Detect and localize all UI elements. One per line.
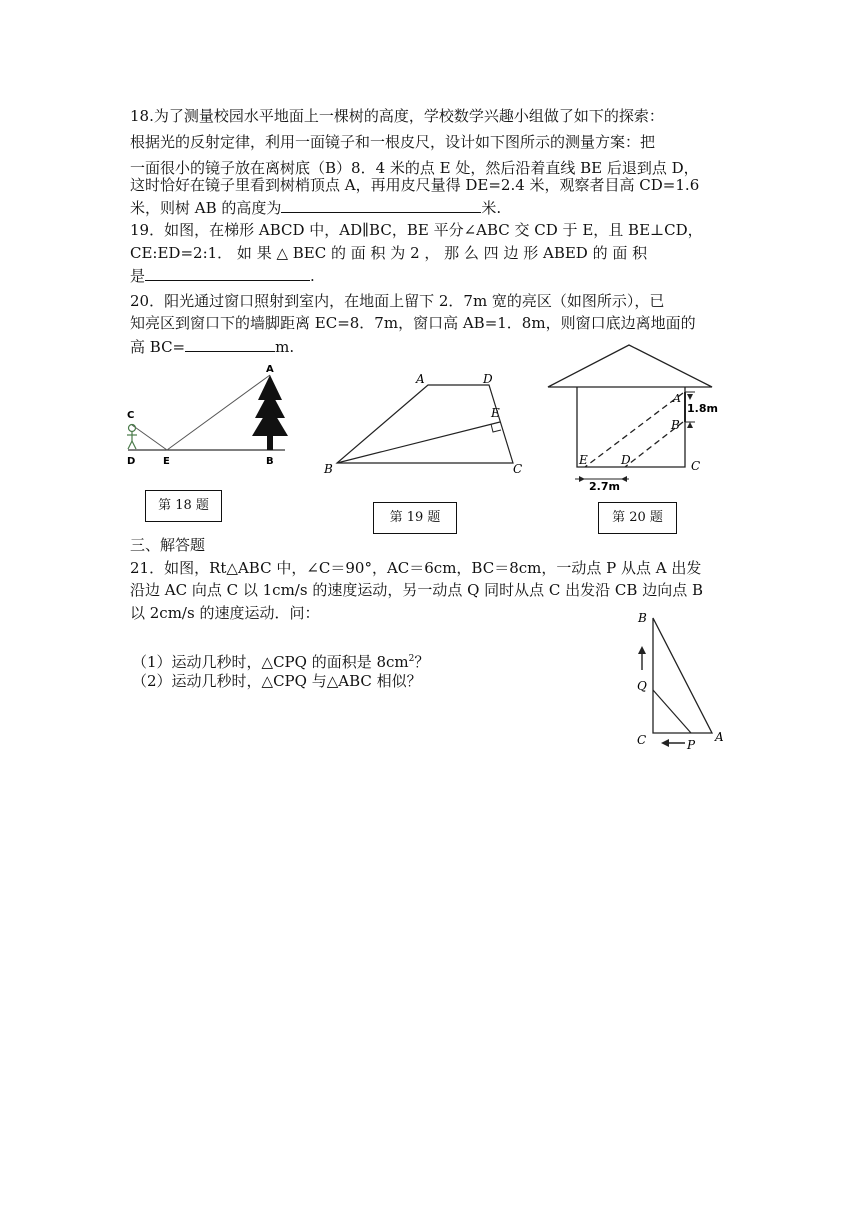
q21-sub1-sup: 2 xyxy=(408,654,415,664)
fig19-label-c: C xyxy=(513,462,523,476)
fig20-caption: 第 20 题 xyxy=(598,502,677,534)
q19-line-3 xyxy=(130,264,315,287)
fig18-label-e: E xyxy=(163,456,170,467)
fig19-label-d: D xyxy=(483,372,493,386)
fig20-label-c: C xyxy=(691,459,701,473)
fig19-label-a: A xyxy=(416,372,425,386)
q20-line-1: 20．阳光通过窗口照射到室内，在地面上留下 2．7m 宽的亮区（如图所示），已 xyxy=(130,292,665,310)
fig20-label-e: E xyxy=(579,453,588,467)
q20-line3-prefix: 高 BC= xyxy=(130,338,186,356)
figure-19 xyxy=(320,370,530,480)
q18-last-prefix: 米，则树 AB 的高度为 xyxy=(130,199,282,217)
fig18-label-d: D xyxy=(127,456,136,467)
triangle-abc xyxy=(653,618,712,733)
tree-icon xyxy=(252,375,288,450)
fig19-label-e: E xyxy=(491,406,500,420)
figure-21 xyxy=(630,608,730,753)
fig19-caption: 第 19 题 xyxy=(373,502,457,534)
q21-sub-2: （2）运动几秒时，△CPQ 与△ABC 相似？ xyxy=(132,672,422,690)
fig18-caption: 第 18 题 xyxy=(145,490,222,522)
q20-line-2: 知亮区到窗口下的墙脚距离 EC=8．7m，窗口高 AB=1．8m，则窗口底边离地面的 xyxy=(130,314,696,332)
house-roof xyxy=(548,345,712,387)
q21-sub1-prefix: （1）运动几秒时，△CPQ 的面积是 8cm xyxy=(132,653,409,671)
fig21-label-q: Q xyxy=(637,679,647,693)
q21-line-3: 以 2cm/s 的速度运动．问： xyxy=(130,604,320,622)
fig18-label-a: A xyxy=(266,364,274,375)
fig20-label-b: B xyxy=(671,418,680,432)
q18-last-suffix: 米. xyxy=(481,199,502,217)
q19-answer-blank xyxy=(145,264,310,281)
q18-line-5 xyxy=(130,196,501,219)
q21-sub1-suffix: ？ xyxy=(414,653,430,671)
figure-18 xyxy=(120,360,300,470)
width-arrow-right-icon xyxy=(579,476,585,482)
q18-line-2: 根据光的反射定律，利用一面镜子和一根皮尺，设计如下图所示的测量方案：把 xyxy=(130,133,656,151)
figure-20 xyxy=(545,340,720,500)
q18-line-3: 一面很小的镜子放在离树底（B）8．4 米的点 E 处，然后沿着直线 BE 后退到点 D， xyxy=(130,159,699,177)
fig18-label-c: C xyxy=(127,410,135,421)
q19-line-1: 19．如图，在梯形 ABCD 中，AD∥BC，BE 平分∠ABC 交 CD 于 E，且 BE⊥CD， xyxy=(130,221,703,239)
q21-line-2: 沿边 AC 向点 C 以 1cm/s 的速度运动，另一动点 Q 同时从点 C 出发沿 CB 边向点 B xyxy=(130,581,703,599)
fig20-label-a: A xyxy=(673,392,681,405)
arrow-left-icon xyxy=(661,739,669,747)
fig20-width-label: 2.7m xyxy=(589,480,620,493)
fig21-label-p: P xyxy=(687,738,696,752)
q20-line3-suffix: m. xyxy=(275,338,295,356)
fig21-label-a: A xyxy=(715,730,724,744)
fig18-label-b: B xyxy=(266,456,274,467)
right-angle-mark xyxy=(491,424,501,432)
section-title: 三、解答题 xyxy=(130,536,206,554)
fig20-label-d: D xyxy=(621,453,631,467)
trapezoid-abcd xyxy=(337,385,513,463)
q20-answer-blank xyxy=(185,335,275,352)
fig21-label-c: C xyxy=(637,733,647,747)
observer-icon xyxy=(127,425,137,450)
fig21-label-b: B xyxy=(638,611,647,625)
q19-line-2: CE:ED=2:1． 如 果 △ BEC 的 面 积 为 2 ， 那 么 四 边 形 ABED 的 面 积 xyxy=(130,244,648,262)
fig19-label-b: B xyxy=(324,462,333,476)
segment-qp xyxy=(653,690,691,733)
q18-line-1: 18.为了测量校园水平地面上一棵树的高度，学校数学兴趣小组做了如下的探索： xyxy=(130,107,664,125)
fig20-height-label: 1.8m xyxy=(687,402,718,415)
reflection-line-ea xyxy=(167,375,270,450)
q18-answer-blank xyxy=(281,196,481,213)
q20-line-3 xyxy=(130,335,294,358)
light-ray-ae xyxy=(585,393,683,467)
q19-line3-prefix: 是 xyxy=(130,267,146,285)
q21-line-1: 21．如图，Rt△ABC 中，∠C＝90°，AC＝6cm，BC＝8cm，一动点 P 从点 A 出发 xyxy=(130,559,702,577)
sight-line-ce xyxy=(132,425,167,450)
width-arrow-left-icon xyxy=(621,476,627,482)
height-arrow-up-icon xyxy=(687,422,693,428)
q18-line-4: 这时恰好在镜子里看到树梢顶点 A，再用皮尺量得 DE=2.4 米，观察者目高 CD=1.6 xyxy=(130,176,700,194)
q19-line3-suffix: . xyxy=(310,267,315,285)
house-walls xyxy=(577,387,685,467)
height-arrow-down-icon xyxy=(687,394,693,400)
arrow-up-icon xyxy=(638,646,646,654)
